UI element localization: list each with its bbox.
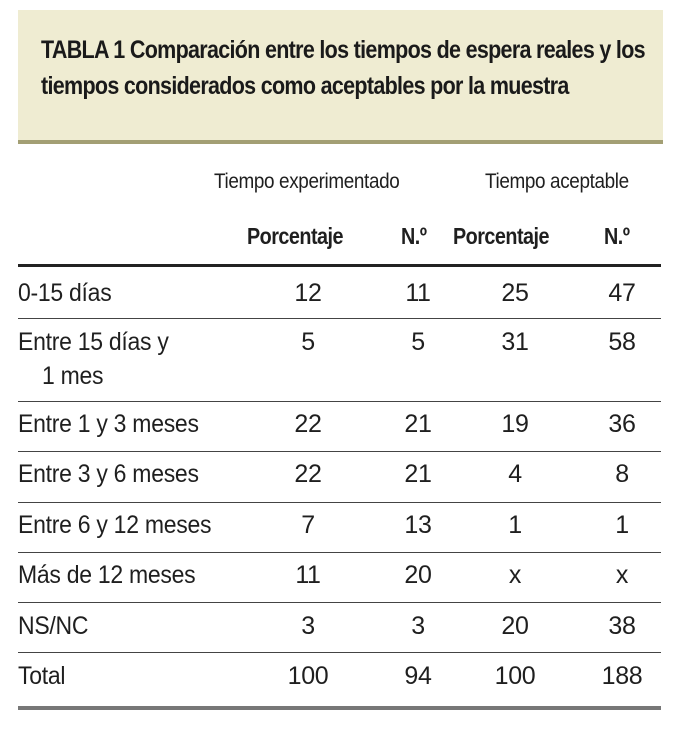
row-divider <box>18 451 661 452</box>
group-header-experimentado: Tiempo experimentado <box>214 170 400 193</box>
cell: 1 <box>508 511 522 539</box>
cell: 31 <box>501 328 529 356</box>
row-divider <box>18 652 661 653</box>
row-divider <box>18 552 661 553</box>
cell: 5 <box>301 328 315 356</box>
sub-header-porcentaje-1: Porcentaje <box>247 223 343 249</box>
cell: 20 <box>501 612 529 640</box>
row-label: Entre 6 y 12 meses <box>18 511 212 539</box>
row-label: Entre 1 y 3 meses <box>18 410 199 438</box>
cell: 4 <box>508 460 522 488</box>
sub-header-porcentaje-2: Porcentaje <box>453 223 549 249</box>
row-divider <box>18 502 661 503</box>
cell: 25 <box>501 279 529 307</box>
cell: 11 <box>295 561 321 589</box>
table-title-box <box>18 10 663 144</box>
cell: 1 <box>615 511 629 539</box>
header-rule <box>18 264 661 267</box>
cell: 100 <box>287 662 329 690</box>
row-label-continued: 1 mes <box>42 362 104 390</box>
cell: 58 <box>608 328 636 356</box>
row-label: 0-15 días <box>18 279 112 307</box>
cell: 19 <box>501 410 529 438</box>
sub-header-n-1: N.º <box>401 223 427 249</box>
row-label: NS/NC <box>18 612 89 640</box>
cell: 11 <box>405 279 431 307</box>
cell: x <box>508 561 522 589</box>
table-bottom-rule <box>18 706 661 710</box>
cell: 188 <box>601 662 643 690</box>
group-header-aceptable: Tiempo aceptable <box>485 170 629 193</box>
cell: 13 <box>404 511 432 539</box>
row-divider <box>18 401 661 402</box>
cell: 22 <box>294 410 322 438</box>
sub-header-n-2: N.º <box>604 223 630 249</box>
cell: 3 <box>301 612 315 640</box>
cell: 8 <box>615 460 629 488</box>
cell: 100 <box>494 662 536 690</box>
cell: 21 <box>404 460 432 488</box>
cell: x <box>615 561 629 589</box>
row-divider <box>18 318 661 319</box>
cell: 22 <box>294 460 322 488</box>
row-label: Más de 12 meses <box>18 561 196 589</box>
row-label: Entre 3 y 6 meses <box>18 460 199 488</box>
row-label-total: Total <box>18 662 66 690</box>
cell: 36 <box>608 410 636 438</box>
cell: 21 <box>404 410 432 438</box>
cell: 3 <box>411 612 425 640</box>
cell: 7 <box>301 511 315 539</box>
table-title: TABLA 1 Comparación entre los tiempos de espera reales y los tiempos considerados como aceptables por la muestra <box>41 36 645 100</box>
cell: 5 <box>411 328 425 356</box>
cell: 38 <box>608 612 636 640</box>
cell: 94 <box>404 662 432 690</box>
cell: 20 <box>404 561 432 589</box>
row-label: Entre 15 días y <box>18 328 169 356</box>
cell: 12 <box>294 279 322 307</box>
cell: 47 <box>608 279 636 307</box>
row-divider <box>18 602 661 603</box>
